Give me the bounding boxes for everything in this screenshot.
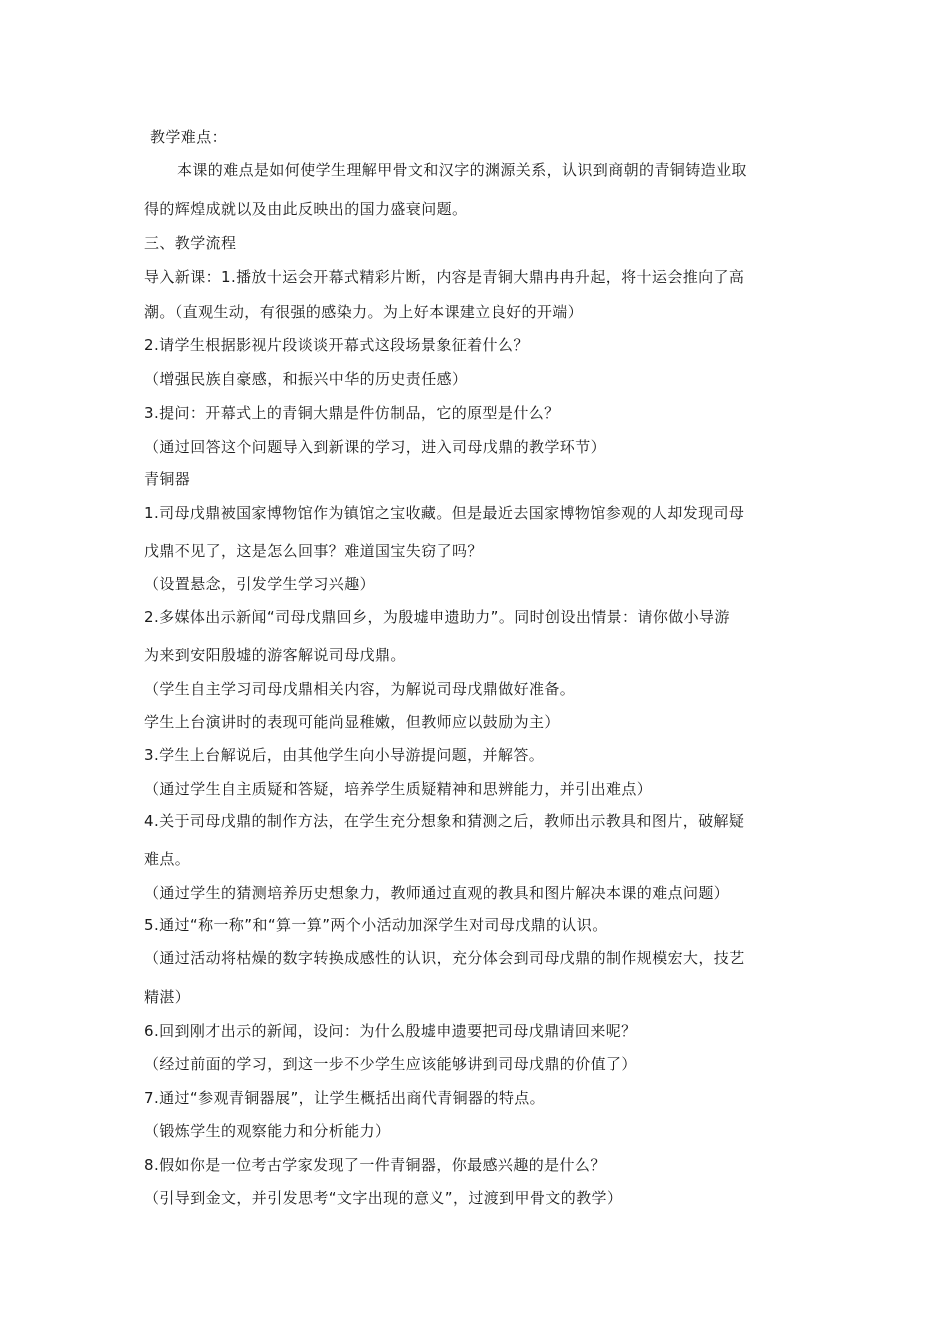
paragraph-line: 为来到安阳殷墟的游客解说司母戊鼎。 [144, 646, 406, 664]
note-line: （学生自主学习司母戊鼎相关内容，为解说司母戊鼎做好准备。 [144, 680, 576, 698]
list-item: 1.司母戊鼎被国家博物馆作为镇馆之宝收藏。但是最近去国家博物馆参观的人却发现司母 [144, 504, 745, 522]
list-item: 8.假如你是一位考古学家发现了一件青铜器，你最感兴趣的是什么？ [144, 1156, 606, 1174]
note-line: （通过学生的猜测培养历史想象力，教师通过直观的教具和图片解决本课的难点问题） [144, 884, 730, 902]
note-line: 学生上台演讲时的表现可能尚显稚嫩，但教师应以鼓励为主） [144, 713, 560, 731]
note-line: （通过学生自主质疑和答疑，培养学生质疑精神和思辨能力，并引出难点） [144, 780, 653, 798]
note-line: （锻炼学生的观察能力和分析能力） [144, 1122, 391, 1140]
list-item: 3.学生上台解说后，由其他学生向小导游提问题，并解答。 [144, 746, 545, 764]
paragraph-line: 本课的难点是如何使学生理解甲骨文和汉字的渊源关系，认识到商朝的青铜铸造业取 [177, 161, 747, 179]
note-line: （通过回答这个问题导入到新课的学习，进入司母戊鼎的教学环节） [144, 438, 607, 456]
subsection-heading: 青铜器 [144, 470, 191, 488]
note-line: （通过活动将枯燥的数字转换成感性的认识，充分体会到司母戊鼎的制作规模宏大，技艺 [144, 949, 745, 967]
paragraph-line: 导入新课：1.播放十运会开幕式精彩片断，内容是青铜大鼎冉冉升起，将十运会推向了高 [144, 268, 745, 286]
paragraph-line: 难点。 [144, 850, 191, 868]
list-item: 5.通过“称一称”和“算一算”两个小活动加深学生对司母戊鼎的认识。 [144, 916, 608, 934]
paragraph-line: 潮。（直观生动，有很强的感染力。为上好本课建立良好的开端） [144, 303, 584, 321]
paragraph-line: 得的辉煌成就以及由此反映出的国力盛衰问题。 [144, 200, 468, 218]
list-item: 3.提问：开幕式上的青铜大鼎是件仿制品，它的原型是什么？ [144, 404, 560, 422]
list-item: 2.多媒体出示新闻“司母戊鼎回乡，为殷墟申遗助力”。同时创设出情景：请你做小导游 [144, 608, 730, 626]
list-item: 4.关于司母戊鼎的制作方法，在学生充分想象和猜测之后，教师出示教具和图片，破解疑 [144, 812, 745, 830]
paragraph-line: 戊鼎不见了，这是怎么回事？难道国宝失窃了吗？ [144, 542, 483, 560]
list-item: 7.通过“参观青铜器展”，让学生概括出商代青铜器的特点。 [144, 1089, 546, 1107]
list-item: 6.回到刚才出示的新闻，设问：为什么殷墟申遗要把司母戊鼎请回来呢？ [144, 1022, 637, 1040]
note-line: （增强民族自豪感，和振兴中华的历史责任感） [144, 370, 468, 388]
note-line: （经过前面的学习，到这一步不少学生应该能够讲到司母戊鼎的价值了） [144, 1055, 637, 1073]
section-heading-difficulties: 教学难点： [150, 128, 228, 146]
paragraph-line: 精湛） [144, 988, 191, 1006]
note-line: （设置悬念，引发学生学习兴趣） [144, 575, 376, 593]
list-item: 2.请学生根据影视片段谈谈开幕式这段场景象征着什么？ [144, 336, 529, 354]
section-heading-process: 三、教学流程 [144, 234, 237, 252]
note-line: （引导到金文，并引发思考“文字出现的意义”，过渡到甲骨文的教学） [144, 1189, 623, 1207]
